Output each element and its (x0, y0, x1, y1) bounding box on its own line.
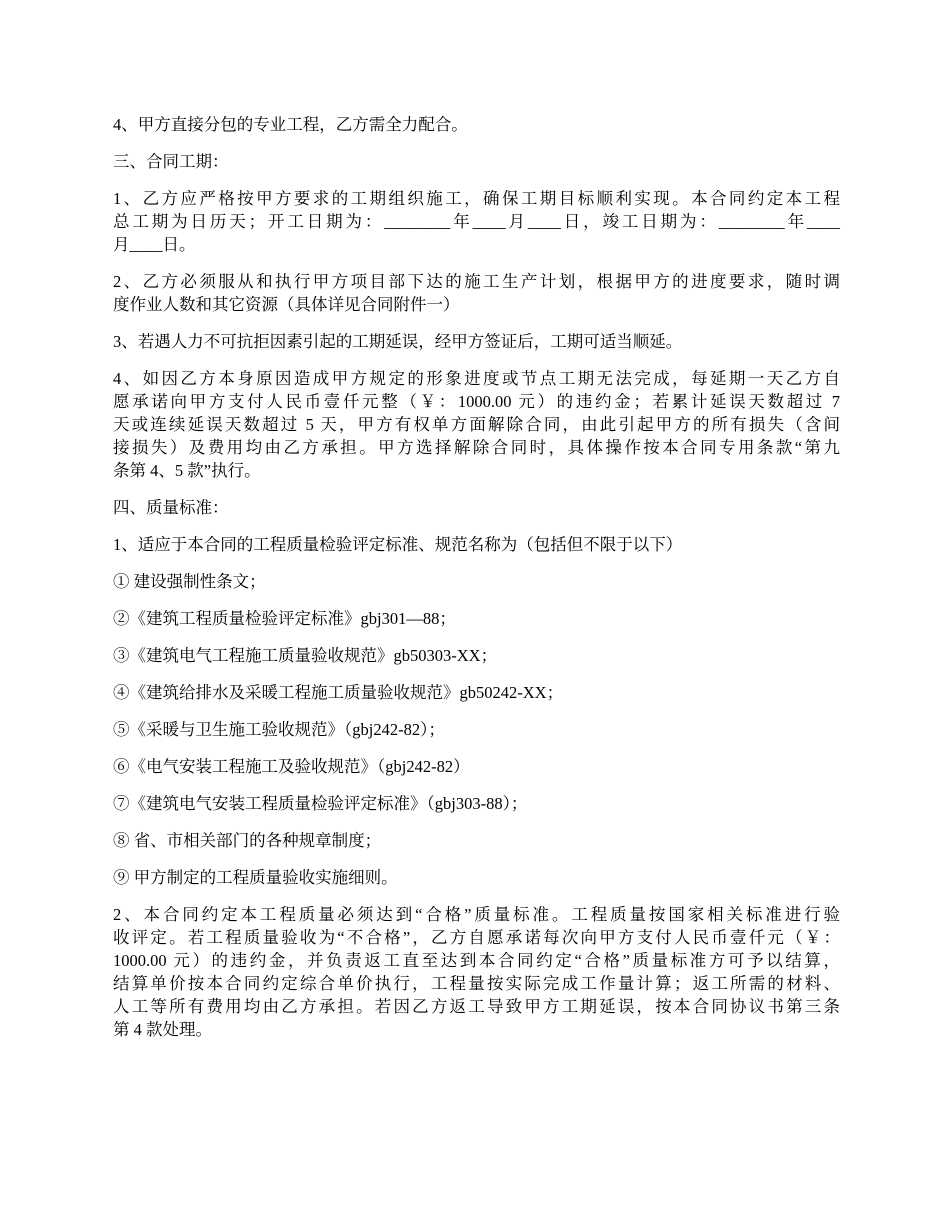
list-item (113, 829, 840, 852)
text-line: 天或连续延误天数超过 5 天，甲方有权单方面解除合同，由此引起甲方的所有损失（含间 (113, 415, 840, 434)
text-line: 2、乙方必须服从和执行甲方项目部下达的施工生产计划，根据甲方的进度要求，随时调 (113, 272, 840, 291)
text-line: 愿承诺向甲方支付人民币壹仟元整（￥：1000.00 元）的违约金；若累计延误天数超过 7 (113, 392, 840, 411)
text-line: ③《建筑电气工程施工质量验收规范》gb50303-XX； (113, 646, 498, 665)
text-line: ⑤《采暖与卫生施工验收规范》（gbj242-82）； (113, 720, 445, 739)
text-line: 人工等所有费用均由乙方承担。若因乙方返工导致甲方工期延误，按本合同协议书第三条 (113, 997, 840, 1016)
list-item (113, 755, 840, 778)
text-line: 接损失）及费用均由乙方承担。甲方选择解除合同时，具体操作按本合同专用条款“第九 (113, 438, 840, 457)
list-item (113, 681, 840, 704)
paragraph (113, 367, 840, 482)
paragraph (113, 533, 840, 556)
text-line: ⑥《电气安装工程施工及验收规范》（gbj242-82） (113, 757, 470, 776)
paragraph (113, 330, 840, 353)
text-line: 结算单价按本合同约定综合单价执行，工程量按实际完成工作量计算；返工所需的材料、 (113, 974, 840, 993)
section-heading (113, 496, 840, 519)
text-line: 总工期为日历天；开工日期为：________年____月____日，竣工日期为：________年____ (113, 212, 840, 231)
paragraph (113, 113, 840, 136)
list-item (113, 607, 840, 630)
text-line: 4、甲方直接分包的专业工程，乙方需全力配合。 (113, 115, 468, 134)
text-line: 月____日。 (113, 235, 196, 254)
list-item (113, 570, 840, 593)
paragraph (113, 270, 840, 316)
text-line: 三、合同工期： (113, 152, 229, 171)
text-line: ④《建筑给排水及采暖工程施工质量验收规范》gb50242-XX； (113, 683, 564, 702)
text-line: ②《建筑工程质量检验评定标准》gbj301—88； (113, 609, 456, 628)
text-line: 3、若遇人力不可抗拒因素引起的工期延误，经甲方签证后，工期可适当顺延。 (113, 332, 683, 351)
text-line: 1000.00 元）的违约金，并负责返工直至达到本合同约定“合格”质量标准方可予以结算， (113, 951, 840, 970)
paragraph (113, 903, 840, 1041)
text-line: 2、本合同约定本工程质量必须达到“合格”质量标准。工程质量按国家相关标准进行验 (113, 905, 840, 924)
text-line: 4、如因乙方本身原因造成甲方规定的形象进度或节点工期无法完成，每延期一天乙方自 (113, 369, 840, 388)
text-line: ⑦《建筑电气安装工程质量检验评定标准》（gbj303-88）； (113, 794, 528, 813)
text-line: 度作业人数和其它资源（具体详见合同附件一） (113, 295, 460, 314)
text-line: 1、乙方应严格按甲方要求的工期组织施工，确保工期目标顺利实现。本合同约定本工程 (113, 189, 840, 208)
text-line: 第 4 款处理。 (113, 1020, 212, 1039)
text-line: ⑨ 甲方制定的工程质量验收实施细则。 (113, 868, 398, 887)
paragraph (113, 187, 840, 256)
list-item (113, 644, 840, 667)
text-line: 收评定。若工程质量验收为“不合格”，乙方自愿承诺每次向甲方支付人民币壹仟元（￥： (113, 928, 840, 947)
list-item (113, 792, 840, 815)
document-body (113, 113, 840, 1055)
section-heading (113, 150, 840, 173)
text-line: 条第 4、5 款”执行。 (113, 461, 261, 480)
text-line: ① 建设强制性条文； (113, 572, 266, 591)
list-item (113, 718, 840, 741)
text-line: 1、适应于本合同的工程质量检验评定标准、规范名称为（包括但不限于以下） (113, 535, 683, 554)
text-line: ⑧ 省、市相关部门的各种规章制度； (113, 831, 382, 850)
list-item (113, 866, 840, 889)
text-line: 四、质量标准： (113, 498, 229, 517)
